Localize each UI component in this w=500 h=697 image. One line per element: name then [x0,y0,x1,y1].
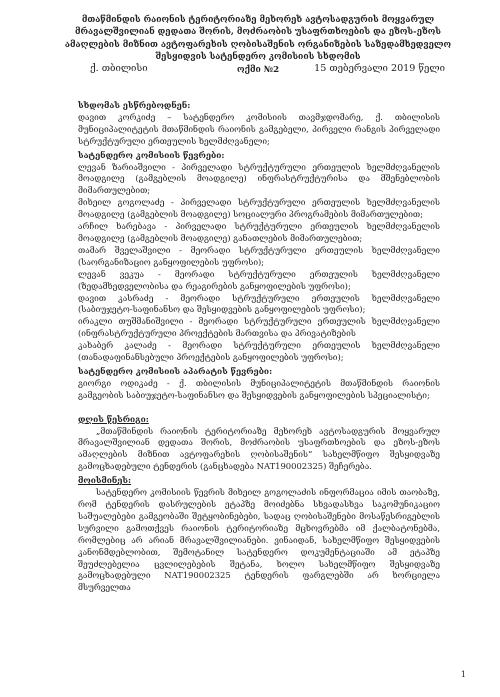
member-entry: ლევან ვეკუა - მეორადი სტრუქტურული ერთეულის ხელმძღვანელი (ზედამხედველობისა და რეაგირების განყოფილების უფროსი); [78,268,440,291]
page-number: 1 [460,670,466,679]
staff-entry: გიორგი ოდიკაძე - ქ. თბილისის მუნიციპალიტეტის მთაწმინდის რაიონის გამგეობის საბიუჯეტო-საფინანსო და შესყიდვების განყოფილების სპეციალისტი; [78,377,440,400]
date: 15 თებერვალი 2019 წელი [314,63,445,74]
members-heading: სატენდერო კომისიის წევრები: [78,149,225,160]
discussion-heading: მოისმინეს: [78,475,132,486]
member-entry: თამარ შველაშვილი - მეორადი სტრუქტურული ერთეულის ხელმძღვანელი (საორგანიზაციო განყოფილების უფროსი); [78,244,440,267]
member-entry: დავით კასრაძე - მეორადი სტრუქტურული ერთეულის ხელმძღვანელი (საბიუჯეტო-საფინანსო და შესყიდვების განყოფილების უფროსი); [78,292,440,315]
member-entry: არჩილ ხარებავა - პირველადი სტრუქტურული ერთეულის ხელმძღვანელის მოადგილე (გამგებლის მოადგილე) განათლების მიმართულებით; [78,221,440,243]
city: ქ. თბილისი [90,63,148,74]
member-entry: ლევან ზარიაშვილი - პირველადი სტრუქტურული ერთეულის ხელმძღვანელის მოადგილე (გამგებლის მოადგილე) ინფრასტრუქტურისა და მშენებლობის მიმართულებით; [78,161,440,196]
agenda-text: „მთაწმინდის რაიონის ტერიტორიაზე მეხორეხ ავტოსადგურის მოყვარულ მრავალშვილიან დედათა შორის, მოძრაობის უსაფრთხოების და ეზოს-ეზოს ამაღლების მიზნით ავტოფარეხის ღობისაშენის“ სახელმწიფო შესყიდვაზე გამოცხადებული ტენდერის (განცხადება NAT190002325) შეჩერება. [78,425,440,472]
attendees-heading: სხდომას ესწრებოდნენ: [78,100,191,110]
place-date-line [0,63,500,75]
chair-entry: დავით კორკიძე – სატენდერო კომისიის თავმჯდომარე, ქ. თბილისის მუნიციპალიტეტის მთაწმინდის რაიონის გამგებელი, პირველი რანგის პირველადი სტრუქტურული ერთეულის ხელმძღვანელი; [78,111,440,146]
spacer [78,402,440,412]
member-entry: კახაბერ კალაძე - მეორადი სტრუქტურული ერთეულის ხელმძღვანელი (თანადაფინანსებული პროექტების განყოფილების უფროსი); [78,340,440,363]
title-text: მთაწმინდის რაიონის ტერიტორიაზე მეხორეხ ავტოსადგურის მოყვარულ მრავალშვილიან დედათა შორის, მოძრაობის უსაფრთხოების და ეზოს-ეზოს ამაღლების მიზნით ავტოფარეხის ღობისაშენის ორგანიზების საზედამხედველო შესყიდვის სატენდერო კომისიის სხდომის [64,15,452,63]
member-entry: მიხეილ გოგოლაძე - პირველადი სტრუქტურული ერთეულის ხელმძღვანელის მოადგილე (გამგებლის მოადგილე) სოციალური პროგრამების მიმართულებით; [78,197,440,220]
protocol-number: ოქმი №2 [236,64,280,75]
agenda-heading: დღის წესრიგი: [78,413,149,424]
discussion-text: სატენდერო კომისიის წევრის მიხეილ გოგოლაძის ინფორმაცია იმის თაობაზე, რომ ტენდერის დასრულების ეტაპზე მოიძებნა სხვადასხვა საკომუნიკაციო საშუალებები გამგეობაში შეტყობინებები, სადაც ღობისაშენები მოსაწესრიგებლის სურვილი გამოთქვეს რაიონის ტერიტორიაზე მცხოვრებმა იმ ქალბატონებმა, რომლებიც არ არიან მრავალშვილიანები. ვინაიდან, სახელმწიფო შესყიდვების კანონმდებლობით, შემოტანილ სატენდერო დოკუმენტაციაში ამ ეტაპზე შეუძლებელია ცვლილებების შეტანა, ხოლო სახელმწიფო შესყიდვაზე გამოცხადებული NAT190002325 ტენდერის ფარგლებში არ ხორციელა მსურველთა [78,487,440,593]
staff-heading: სატენდერო კომისიის აპარატის წევრები: [78,365,273,376]
member-entry: ირაკლი თუშმანიშვილი - მეორადი სტრუქტურული ერთეულის ხელმძღვანელი (ინფრასტრუქტურული პროექტების მართვისა და პრივატიზების [78,316,440,339]
document-body [78,98,440,594]
